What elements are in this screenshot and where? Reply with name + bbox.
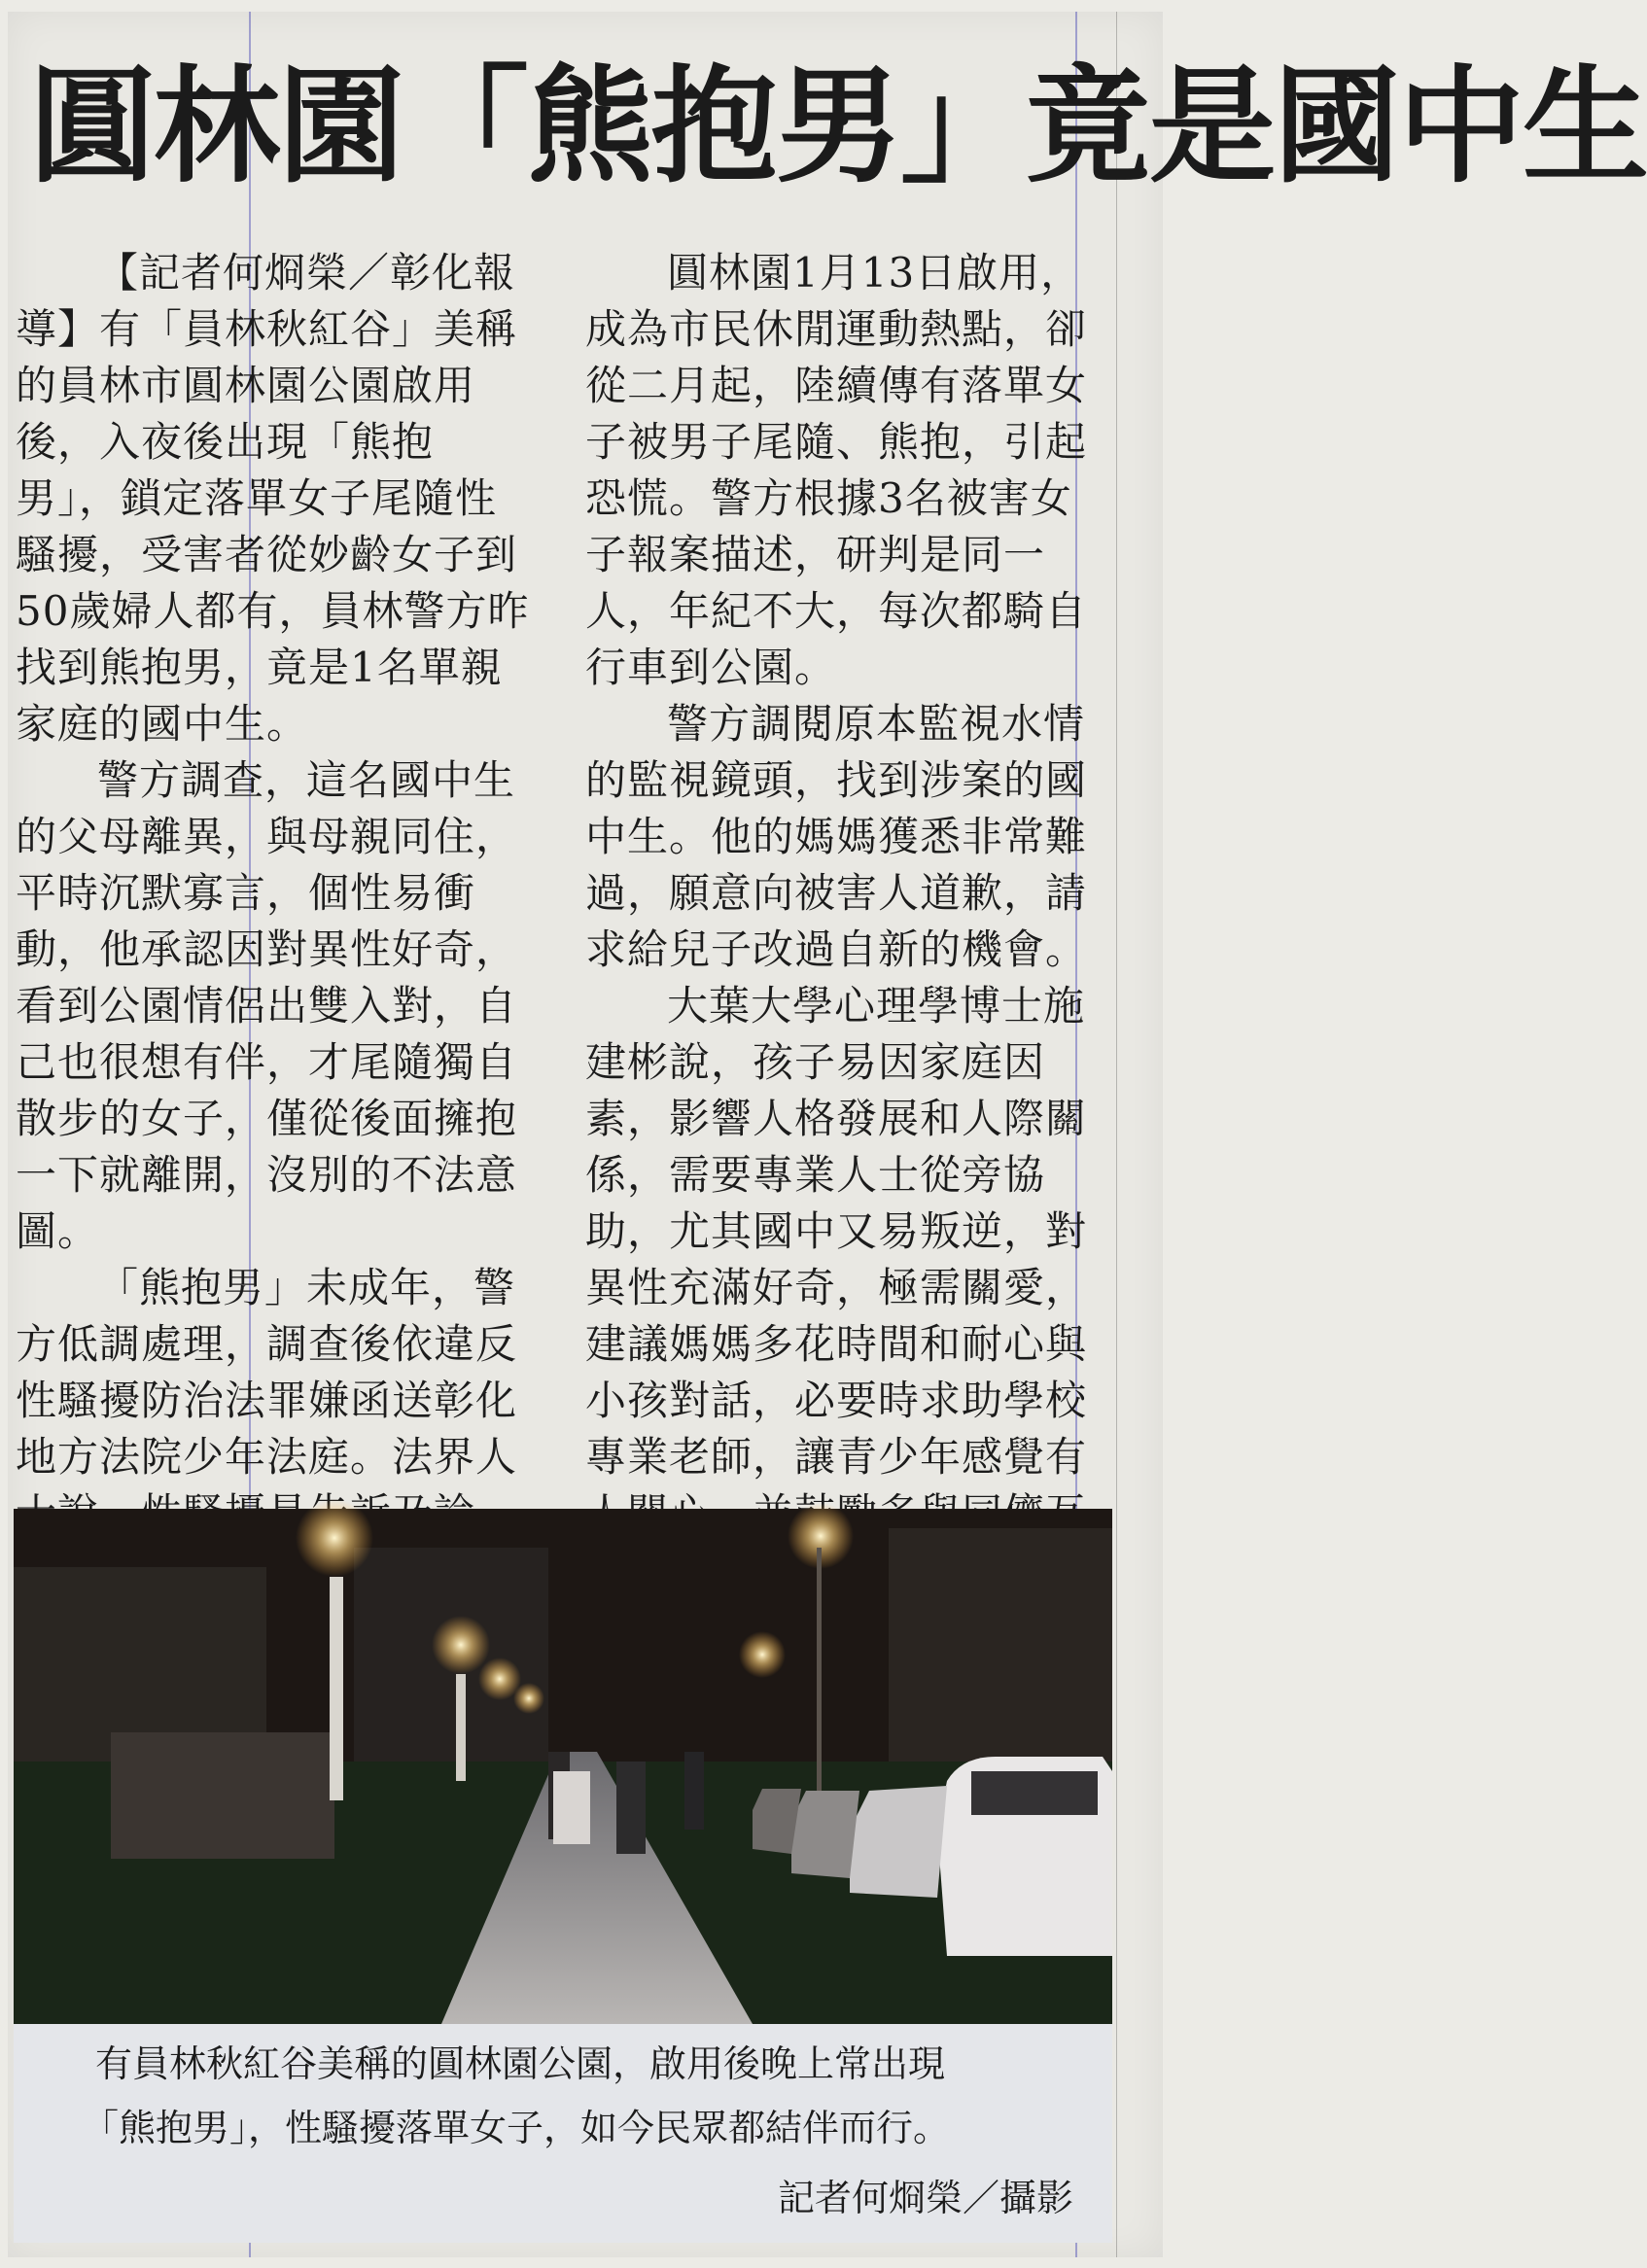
byline: 【記者何烱榮／彰化報導】 xyxy=(16,249,516,353)
article-column-left xyxy=(16,245,531,1655)
article-paragraph: 圓林園1月13日啟用，成為市民休閒運動熱點，卻從二月起，陸續傳有落單女子被男子尾隨、熊抱，引起恐慌。警方根據3名被害女子報案描述，研判是同一人，年紀不大，每次都騎自行車到公園。 xyxy=(585,249,1088,691)
night-park-scene xyxy=(14,1509,1112,2024)
headline: 圓林園「熊抱男」竟是國中生 xyxy=(29,52,1647,200)
photo-caption xyxy=(14,2024,1112,2243)
article-paragraph: 警方調查，這名國中生的父母離異，與母親同住，平時沉默寡言，個性易衝動，他承認因對異性好奇，看到公園情侶出雙入對，自己也很想有伴，才尾隨獨自散步的女子，僅從後面擁抱一下就離開，沒別的不法意圖。 xyxy=(16,756,518,1255)
caption-line: 「熊抱男」，性騷擾落單女子，如今民眾都結伴而行。 xyxy=(82,2107,951,2149)
photo-credit: 記者何烱榮／攝影 xyxy=(777,2177,1073,2219)
article-column-right xyxy=(585,245,1101,1598)
article-paragraph: 「熊抱男」未成年，警方低調處理，調查後依違反性騷擾防治法罪嫌函送彰化地方法院少年法庭。法界人 xyxy=(16,1264,518,1481)
article-paragraph xyxy=(16,245,531,752)
paragraph-text: 有「員林秋紅谷」美稱的員林市圓林園公園啟用後，入夜後出現「熊抱男」，鎖定落單女子尾隨性騷擾，受害者從妙齡女子到50歲婦人都有，員林警方昨找到熊抱男，竟是1名單親家庭的國中生。 xyxy=(16,305,530,748)
caption-line: 有員林秋紅谷美稱的圓林園公園，啟用後晚上常出現 xyxy=(95,2042,946,2085)
article-paragraph: 警方調閱原本監視水情的監視鏡頭，找到涉案的國中生。他的媽媽獲悉非常難過，願意向被害人道歉，請求給兒子改過自新的機會。 xyxy=(585,700,1088,973)
fold-line xyxy=(1116,12,1117,2257)
article-paragraph: 大葉大學心理學博士施建彬說，孩子易因家庭因素，影響人格發展和人際關係，需要專業人士從旁協助，尤其國中又易叛逆，對異性充滿好奇，極需關愛，建議媽媽多花時間和耐心與小孩對話，必要時求助學校專業老師，讓青少年感覺有 xyxy=(585,982,1088,1481)
news-photo xyxy=(14,1509,1112,2024)
